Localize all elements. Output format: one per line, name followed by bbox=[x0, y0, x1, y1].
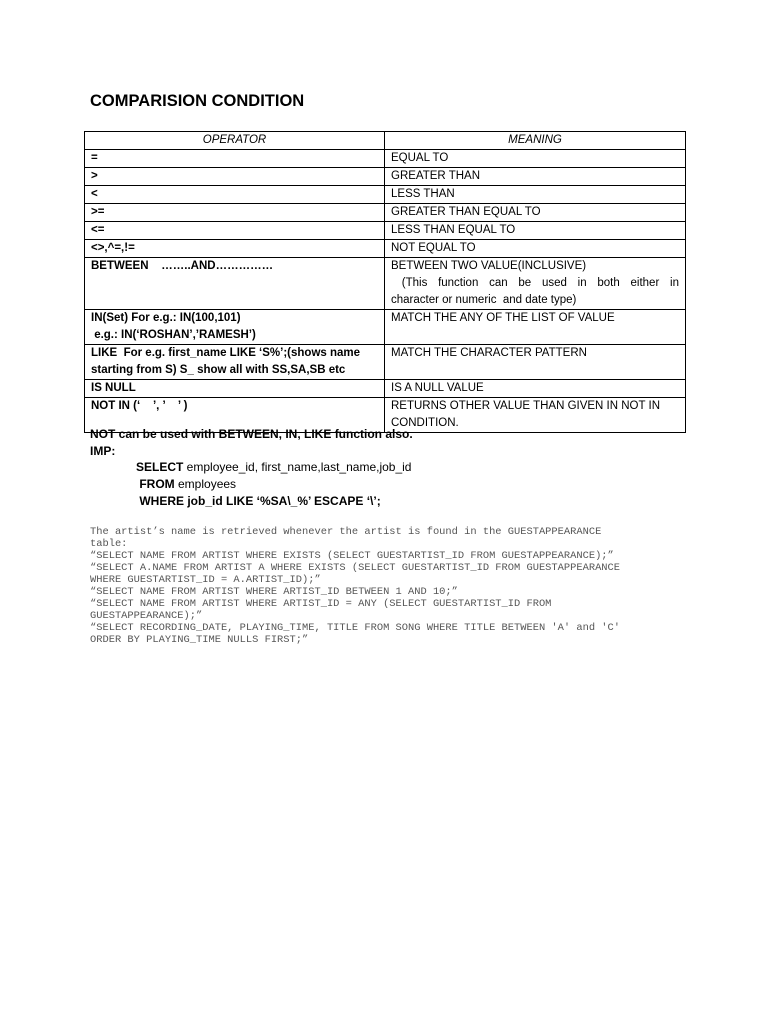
operator-cell bbox=[85, 345, 385, 380]
mono-line: “SELECT NAME FROM ARTIST WHERE EXISTS (SELECT GUESTARTIST_ID FROM GUESTAPPEARANCE);” bbox=[90, 550, 614, 562]
mono-line: table: bbox=[90, 538, 128, 550]
sql-from-text: employees bbox=[174, 477, 237, 491]
sql-example bbox=[136, 459, 411, 510]
cell-line: EQUAL TO bbox=[391, 152, 449, 164]
table-row bbox=[85, 168, 686, 186]
cell-line: LIKE For e.g. first_name LIKE ‘S%’;(shows name bbox=[91, 347, 361, 359]
artist-query-examples bbox=[90, 526, 680, 646]
cell-line: >= bbox=[91, 206, 105, 218]
sql-line-where: WHERE job_id LIKE ‘%SA\_%’ ESCAPE ‘\’; bbox=[136, 494, 381, 508]
note-not-usage: NOT can be used with BETWEEN, IN, LIKE function also. bbox=[90, 427, 413, 441]
cell-line: = bbox=[91, 152, 98, 164]
table-row bbox=[85, 240, 686, 258]
cell-line: RETURNS OTHER VALUE THAN GIVEN IN NOT IN bbox=[391, 400, 661, 412]
meaning-cell bbox=[385, 150, 686, 168]
table-row bbox=[85, 310, 686, 345]
table-row bbox=[85, 380, 686, 398]
meaning-cell bbox=[385, 168, 686, 186]
cell-line: IN(Set) For e.g.: IN(100,101) bbox=[91, 312, 241, 324]
table-row bbox=[85, 186, 686, 204]
cell-line: BETWEEN TWO VALUE(INCLUSIVE) bbox=[391, 260, 587, 272]
cell-line: starting from S) S_ show all with SS,SA,SB etc bbox=[91, 364, 346, 376]
meaning-cell bbox=[385, 310, 686, 345]
mono-line: “SELECT NAME FROM ARTIST WHERE ARTIST_ID BETWEEN 1 AND 10;” bbox=[90, 586, 458, 598]
cell-line: IS A NULL VALUE bbox=[391, 382, 484, 394]
mono-line: WHERE GUESTARTIST_ID = A.ARTIST_ID);” bbox=[90, 574, 321, 586]
notes-block bbox=[90, 426, 413, 460]
cell-line: GREATER THAN EQUAL TO bbox=[391, 206, 541, 218]
operator-cell bbox=[85, 258, 385, 310]
mono-line: The artist’s name is retrieved whenever the artist is found in the GUESTAPPEARANCE bbox=[90, 526, 602, 538]
cell-line: <>,^=,!= bbox=[91, 242, 135, 254]
meaning-cell bbox=[385, 240, 686, 258]
table-header-row bbox=[85, 132, 686, 150]
operator-cell bbox=[85, 186, 385, 204]
cell-line: LESS THAN EQUAL TO bbox=[391, 224, 516, 236]
cell-line: CONDITION. bbox=[391, 417, 459, 429]
cell-line: e.g.: IN(‘ROSHAN’,’RAMESH’) bbox=[91, 329, 256, 341]
mono-line: “SELECT RECORDING_DATE, PLAYING_TIME, TITLE FROM SONG WHERE TITLE BETWEEN 'A' and 'C' bbox=[90, 622, 621, 634]
sql-line-from: FROM employees bbox=[136, 477, 237, 491]
operator-cell bbox=[85, 380, 385, 398]
mono-line: ORDER BY PLAYING_TIME NULLS FIRST;” bbox=[90, 634, 309, 646]
operator-cell bbox=[85, 240, 385, 258]
mono-line: “SELECT A.NAME FROM ARTIST A WHERE EXISTS (SELECT GUESTARTIST_ID FROM GUESTAPPEARANCE bbox=[90, 562, 621, 574]
operator-cell bbox=[85, 150, 385, 168]
cell-line: IS NULL bbox=[91, 382, 136, 394]
mono-line: “SELECT NAME FROM ARTIST WHERE ARTIST_ID = ANY (SELECT GUESTARTIST_ID FROM bbox=[90, 598, 552, 610]
cell-line: <= bbox=[91, 224, 105, 236]
column-header-operator: OPERATOR bbox=[85, 132, 385, 150]
comparison-table bbox=[84, 131, 686, 433]
meaning-cell bbox=[385, 398, 686, 433]
cell-line: NOT EQUAL TO bbox=[391, 242, 476, 254]
meaning-cell bbox=[385, 345, 686, 380]
cell-line: LESS THAN bbox=[391, 188, 455, 200]
cell-line: NOT IN (‘ ’, ’ ’ ) bbox=[91, 400, 188, 412]
operator-cell bbox=[85, 222, 385, 240]
cell-line: (This function can be used in both either in bbox=[391, 277, 679, 289]
meaning-cell bbox=[385, 258, 686, 310]
table-row bbox=[85, 258, 686, 310]
cell-line: > bbox=[91, 170, 98, 182]
cell-line: < bbox=[91, 188, 98, 200]
column-header-meaning: MEANING bbox=[385, 132, 686, 150]
operator-cell bbox=[85, 168, 385, 186]
operator-cell bbox=[85, 310, 385, 345]
meaning-cell bbox=[385, 186, 686, 204]
note-imp-label: IMP: bbox=[90, 444, 116, 458]
table-row bbox=[85, 345, 686, 380]
cell-line: MATCH THE CHARACTER PATTERN bbox=[391, 347, 587, 359]
mono-line: GUESTAPPEARANCE);” bbox=[90, 610, 203, 622]
meaning-cell bbox=[385, 380, 686, 398]
cell-line: MATCH THE ANY OF THE LIST OF VALUE bbox=[391, 312, 615, 324]
sql-select-text: employee_id, first_name,last_name,job_id bbox=[183, 460, 412, 474]
meaning-cell bbox=[385, 204, 686, 222]
page-title: COMPARISION CONDITION bbox=[90, 92, 305, 110]
table-row bbox=[85, 222, 686, 240]
cell-line: BETWEEN ……..AND…………… bbox=[91, 260, 274, 272]
operator-cell bbox=[85, 204, 385, 222]
cell-line: GREATER THAN bbox=[391, 170, 481, 182]
table-row bbox=[85, 204, 686, 222]
sql-line-select: SELECT employee_id, first_name,last_name,job_id bbox=[136, 460, 412, 474]
table-row bbox=[85, 150, 686, 168]
meaning-cell bbox=[385, 222, 686, 240]
cell-line: character or numeric and date type) bbox=[391, 294, 577, 306]
